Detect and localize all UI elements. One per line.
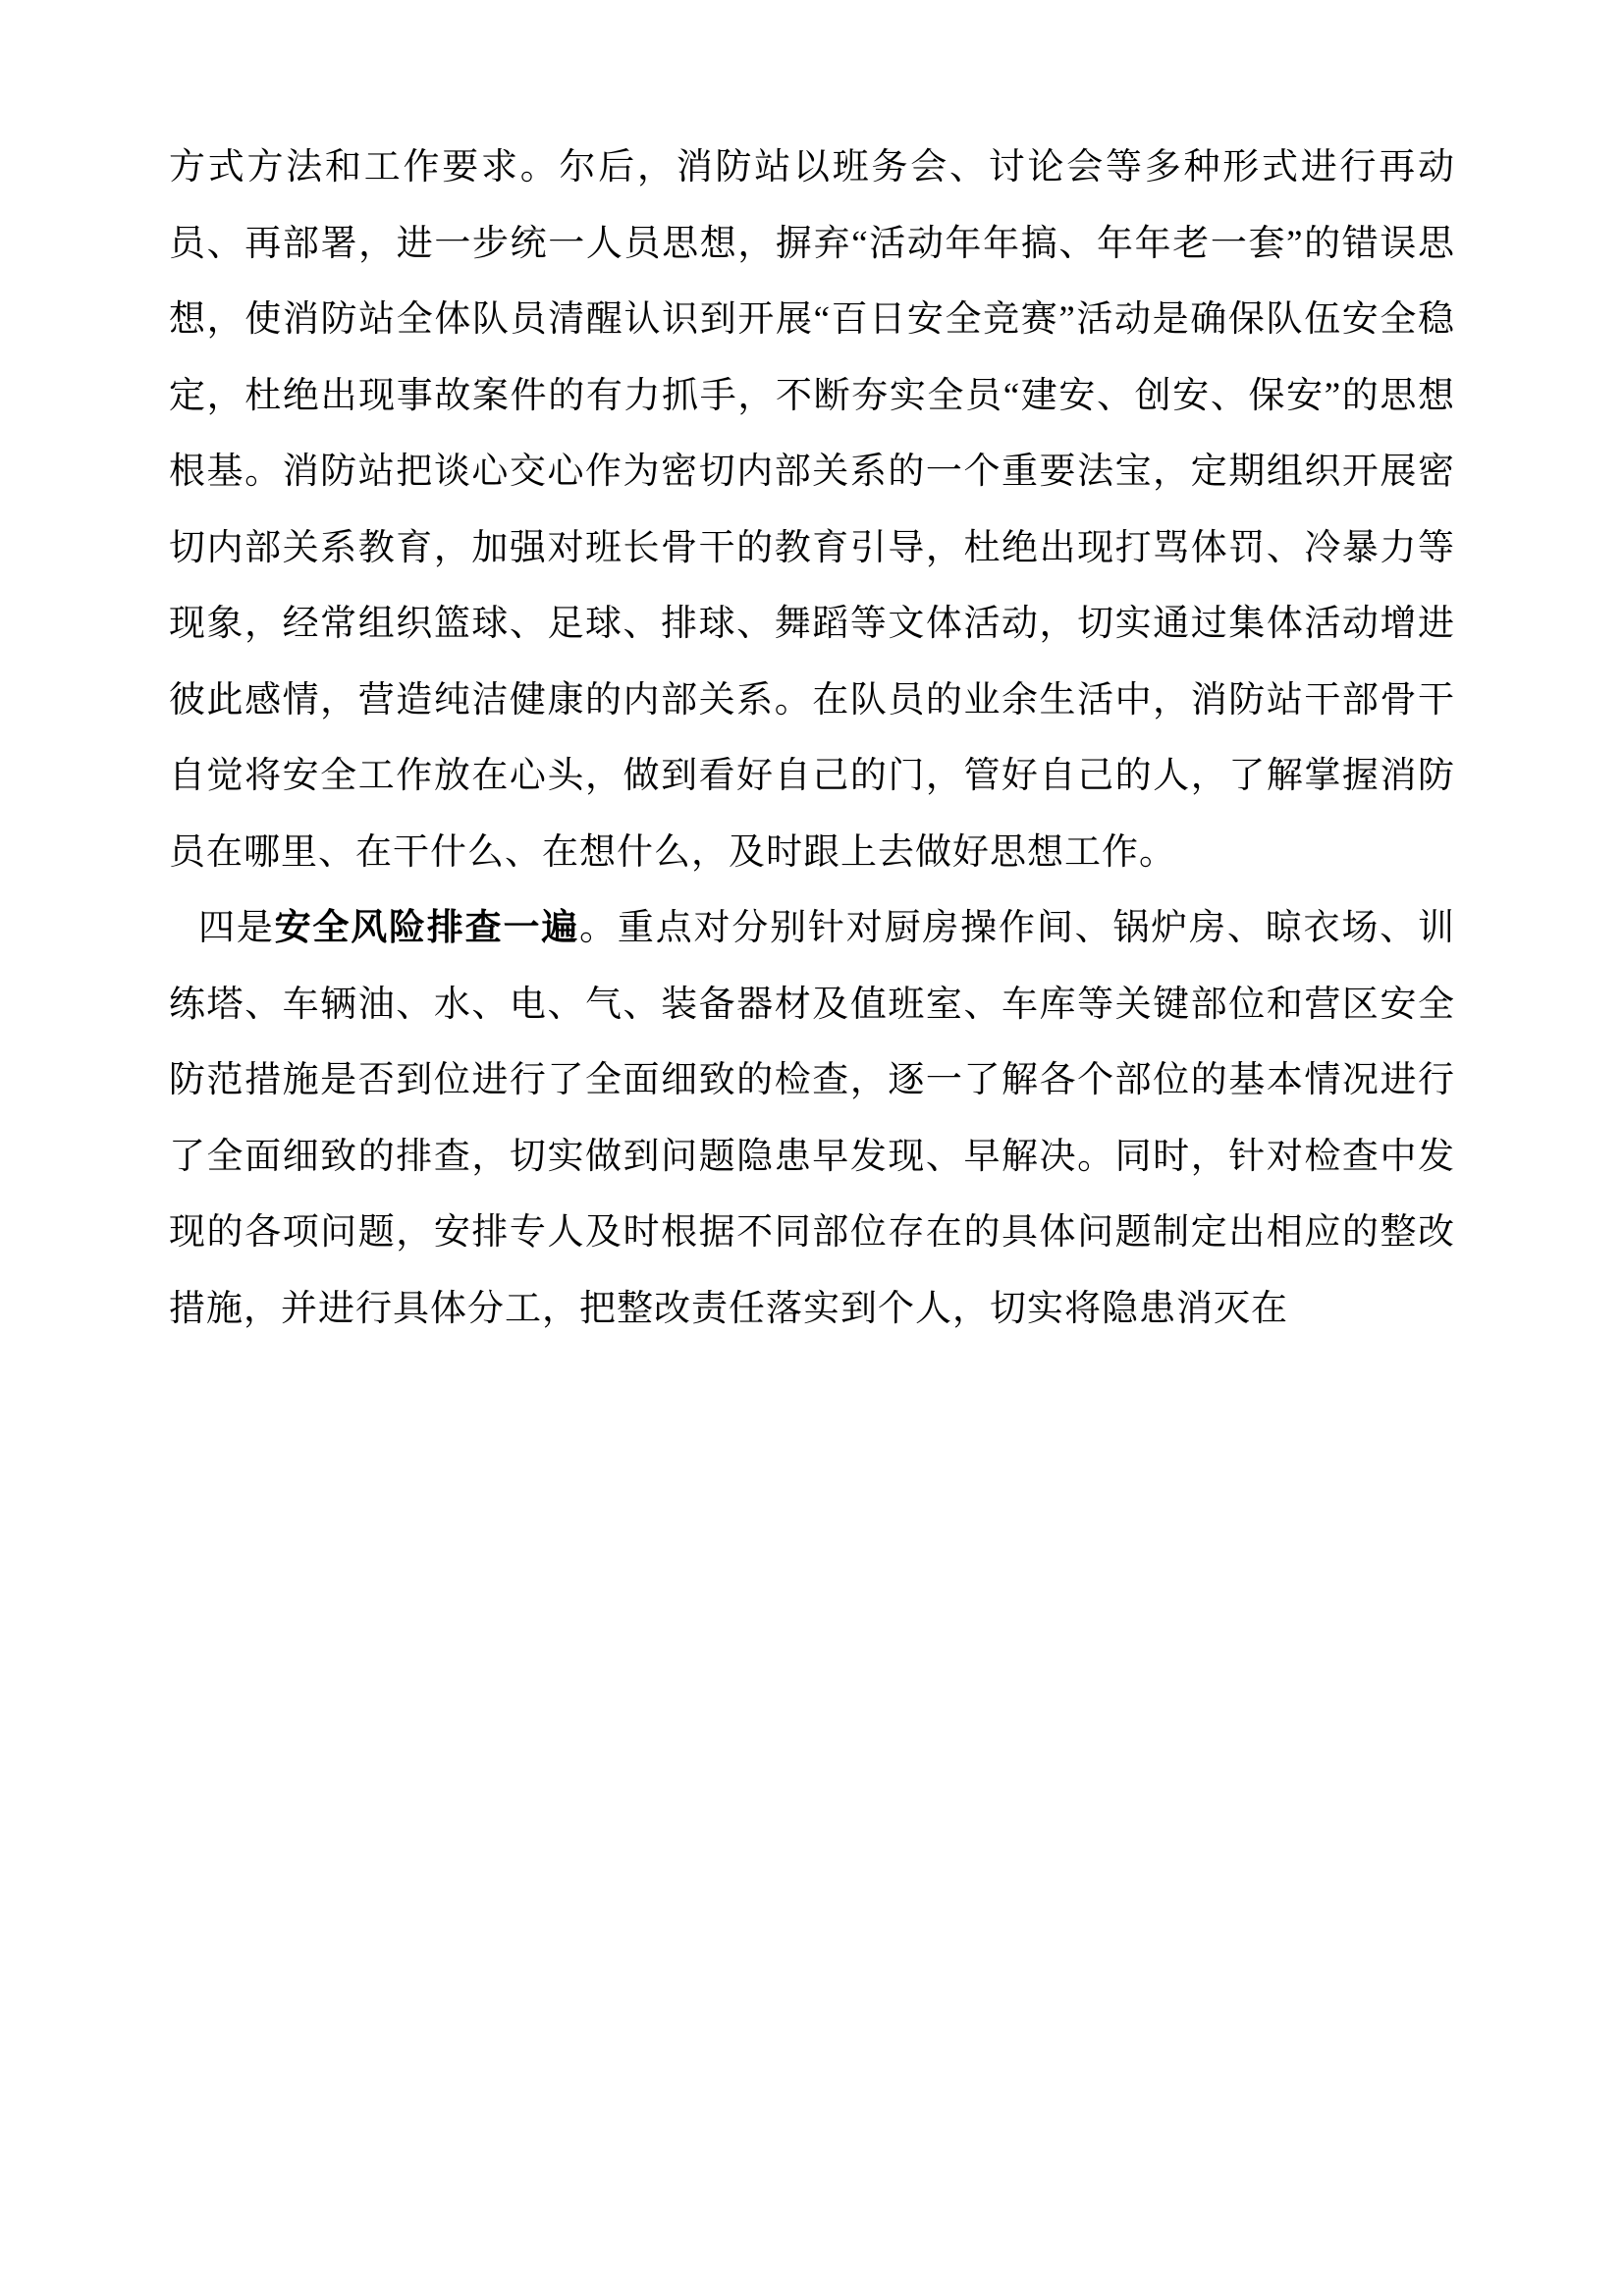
paragraph (169, 130, 1455, 890)
paragraph-text: 。重点对分别针对厨房操作间、锅炉房、晾衣场、训练塔、车辆油、水、电、气、装备器材及值班室、车库等关键部位和营区安全防范措施是否到位进行了全面细致的检查，逐一了解各个部位的基本情况进行了全面细致的排查，切实做到问题隐患早发现、早解决。同时，针对检查中发现的各项问题，安排专人及时根据不同部位存在的具体问题制定出相应的整改措施，并进行具体分工，把整改责任落实到个人，切实将隐患消灭在 (169, 908, 1455, 1329)
paragraph-text: 四是 (198, 908, 275, 948)
paragraph (169, 890, 1455, 1347)
paragraph-text-bold: 安全风险排查一遍 (274, 908, 580, 948)
paragraph-text: 方式方法和工作要求。尔后，消防站以班务会、讨论会等多种形式进行再动员、再部署，进一步统一人员思想，摒弃“活动年年搞、年年老一套”的错误思想，使消防站全体队员清醒认识到开展“百日安全竞赛”活动是确保队伍安全稳定，杜绝出现事故案件的有力抓手，不断夯实全员“建安、创安、保安”的思想根基。消防站把谈心交心作为密切内部关系的一个重要法宝，定期组织开展密切内部关系教育，加强对班长骨干的教育引导，杜绝出现打骂体罚、冷暴力等现象，经常组织篮球、足球、排球、舞蹈等文体活动，切实通过集体活动增进彼此感情，营造纯洁健康的内部关系。在队员的业余生活中，消防站干部骨干自觉将安全工作放在心头，做到看好自己的门，管好自己的人，了解掌握消防员在哪里、在干什么、在想什么，及时跟上去做好思想工作。 (169, 147, 1455, 873)
document-body (169, 130, 1455, 1347)
